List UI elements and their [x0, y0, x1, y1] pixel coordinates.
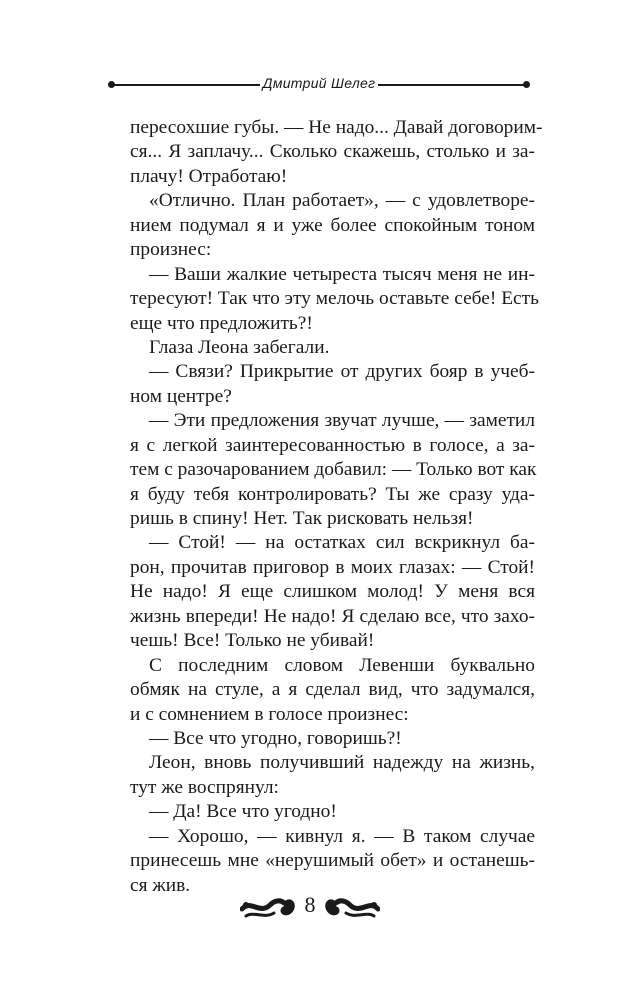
text-line: ришь в спину! Нет. Так рисковать нельзя! [130, 508, 474, 529]
text-line: — Все что угодно, говоришь?! [149, 727, 402, 749]
text-line: Глаза Леона забегали. [149, 336, 330, 358]
text-line: ся жив. [130, 874, 191, 896]
flourish-left-icon [240, 889, 298, 923]
page-footer [240, 889, 380, 925]
text-line: ном центре? [130, 385, 232, 407]
text-line: чешь! Все! Только не убивай! [130, 630, 375, 652]
text-line: тут же воспрянул: [130, 776, 279, 798]
text-line: «Отлично. План работает», — с удовлетворе- [149, 190, 535, 212]
text-line: плачу! Отработаю! [130, 165, 288, 187]
flourish-right-icon [322, 889, 380, 923]
text-line: Не надо! Я еще слишком молод! У меня вся [130, 581, 535, 603]
text-line: и с сомнением в голосе произнес: [130, 703, 409, 725]
running-header [108, 74, 530, 94]
text-line: — Хорошо, — кивнул я. — В таком случае [149, 825, 535, 847]
header-dot-right [523, 81, 530, 88]
text-line: С последним словом Левенши буквально [149, 654, 535, 676]
text-line: Леон, вновь получивший надежду на жизнь, [149, 752, 535, 774]
text-line: тересуют! Так что эту мелочь оставьте себе! Есть [130, 288, 539, 310]
text-line: принесешь мне «нерушимый обет» и останешь- [130, 850, 535, 872]
text-line: я с легкой заинтересованностью в голосе, а за- [130, 434, 535, 456]
header-rule-right [378, 84, 526, 86]
text-line: жизнь впереди! Не надо! Я сделаю все, что захо- [130, 605, 535, 627]
text-line: нием подумал я и уже более спокойным тоном [130, 214, 535, 236]
text-line: обмяк на стуле, а я сделал вид, что задумался, [130, 679, 535, 701]
text-line: произнес: [130, 239, 212, 261]
text-line: пересохшие губы. — Не надо... Давай договорим- [130, 117, 543, 138]
running-head-author: Дмитрий Шелег [262, 75, 376, 91]
text-line: — Да! Все что угодно! [149, 801, 337, 823]
body-text [130, 116, 543, 898]
page-number: 8 [304, 892, 316, 917]
text-line: тем с разочарованием добавил: — Только вот как [130, 459, 537, 481]
text-line: я буду тебя контролировать? Ты же сразу уда- [130, 483, 535, 505]
text-line: — Ваши жалкие четыреста тысяч меня не ин- [149, 263, 535, 285]
text-line: — Эти предложения звучат лучше, — заметил [149, 410, 535, 432]
text-line: рон, прочитав приговор в моих глазах: — Стой! [130, 556, 535, 578]
text-line: — Связи? Прикрытие от других бояр в учеб- [149, 361, 535, 383]
text-line: — Стой! — на остатках сил вскрикнул ба- [149, 532, 535, 554]
text-line: ся... Я заплачу... Сколько скажешь, столько и за- [130, 141, 535, 163]
text-line: еще что предложить?! [130, 312, 313, 334]
